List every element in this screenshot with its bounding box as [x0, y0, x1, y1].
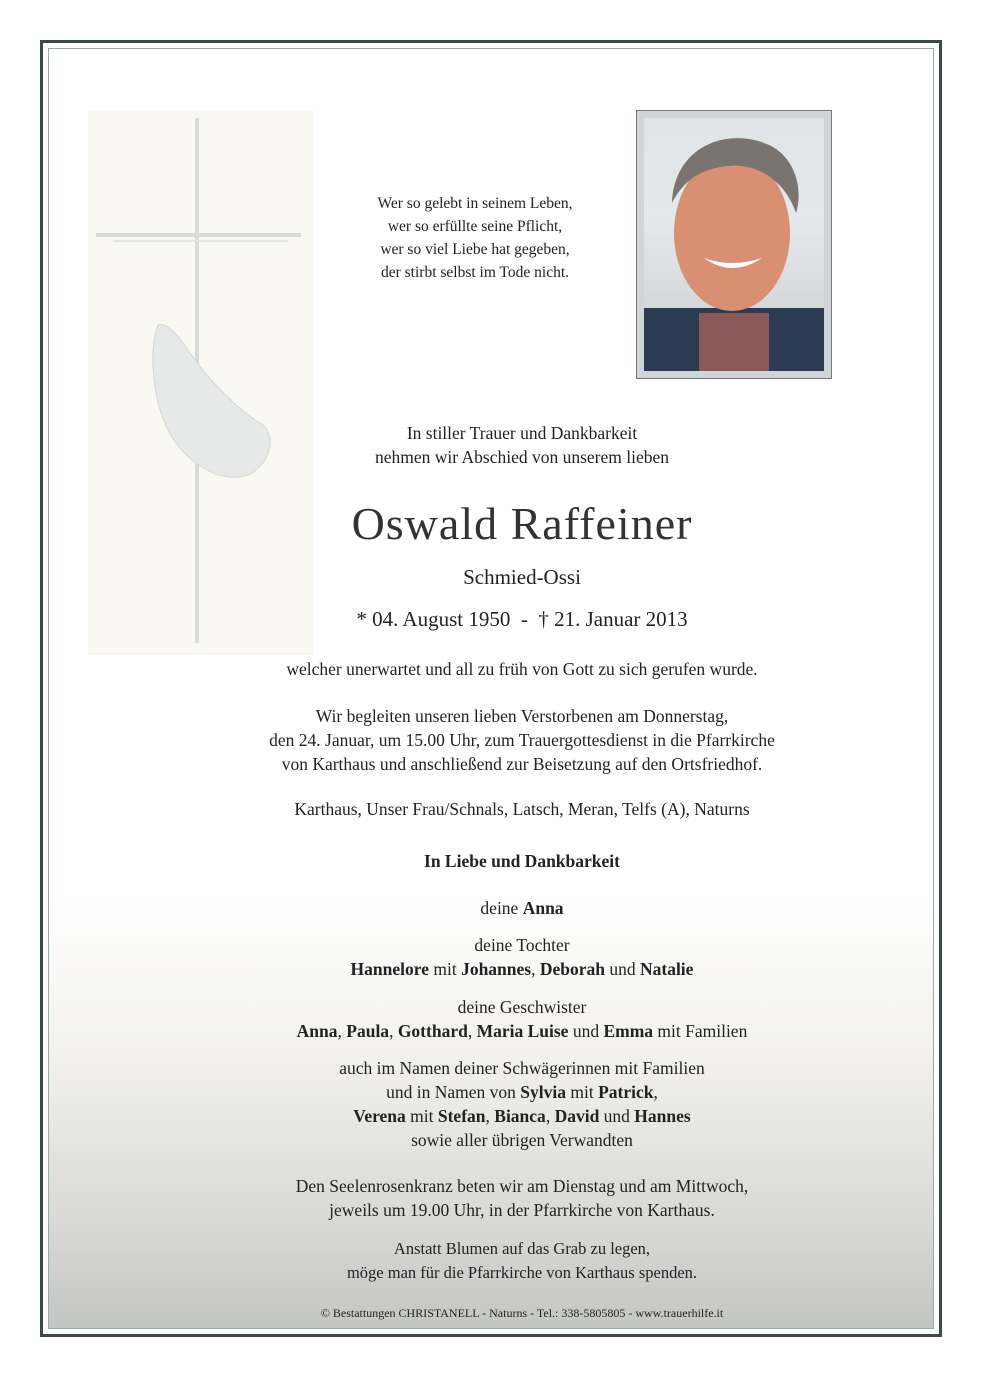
- intro-line: nehmen wir Abschied von unserem lieben: [374, 447, 670, 467]
- poem-line: der stirbt selbst im Tode nicht.: [380, 264, 570, 281]
- portrait-image: [644, 118, 824, 371]
- life-dates: * 04. August 1950 - † 21. Januar 2013: [356, 607, 688, 631]
- other-relatives: auch im Namen deiner Schwägerinnen mit Familien und in Namen von Sylvia mit Patrick, Verena mit Stefan, Bianca, David und Hannes sowie aller übrigen Verwandten: [339, 1058, 705, 1150]
- poem: [325, 192, 625, 284]
- deceased-name: Oswald Raffeiner: [351, 498, 693, 549]
- places: Karthaus, Unser Frau/Schnals, Latsch, Meran, Telfs (A), Naturns: [294, 799, 750, 819]
- funeral-line: von Karthaus und anschließend zur Beisetzung auf den Ortsfriedhof.: [281, 754, 763, 774]
- siblings: deine Geschwister Anna, Paula, Gotthard, Maria Luise und Emma mit Familien: [296, 997, 748, 1041]
- rosary-info: Den Seelenrosenkranz beten wir am Dienstag und am Mittwoch, jeweils um 19.00 Uhr, in der Pfarrkirche von Karthaus.: [295, 1176, 749, 1220]
- portrait-photo: [636, 110, 832, 379]
- called-text: welcher unerwartet und all zu früh von Gott zu sich gerufen wurde.: [286, 659, 758, 679]
- footer-credit: © Bestattungen CHRISTANELL - Naturns - Tel.: 338-5805805 - www.trauerhilfe.it: [320, 1306, 724, 1320]
- poem-line: wer so viel Liebe hat gegeben,: [380, 241, 570, 258]
- intro-line: In stiller Trauer und Dankbarkeit: [406, 423, 638, 443]
- wife: deine Anna: [480, 898, 564, 918]
- flowers-note: Anstatt Blumen auf das Grab zu legen, möge man für die Pfarrkirche von Karthaus spenden.: [346, 1239, 698, 1282]
- funeral-line: den 24. Januar, um 15.00 Uhr, zum Trauergottesdienst in die Pfarrkirche: [269, 730, 775, 750]
- funeral-line: Wir begleiten unseren lieben Verstorbenen am Donnerstag,: [315, 706, 729, 726]
- nickname: Schmied-Ossi: [463, 565, 581, 589]
- poem-line: wer so erfüllte seine Pflicht,: [387, 218, 563, 235]
- daughter: deine Tochter Hannelore mit Johannes, Deborah und Natalie: [350, 935, 694, 979]
- poem-line: Wer so gelebt in seinem Leben,: [377, 195, 573, 212]
- closing: In Liebe und Dankbarkeit: [424, 851, 620, 871]
- intro: [222, 421, 822, 469]
- funeral-info: [222, 704, 822, 776]
